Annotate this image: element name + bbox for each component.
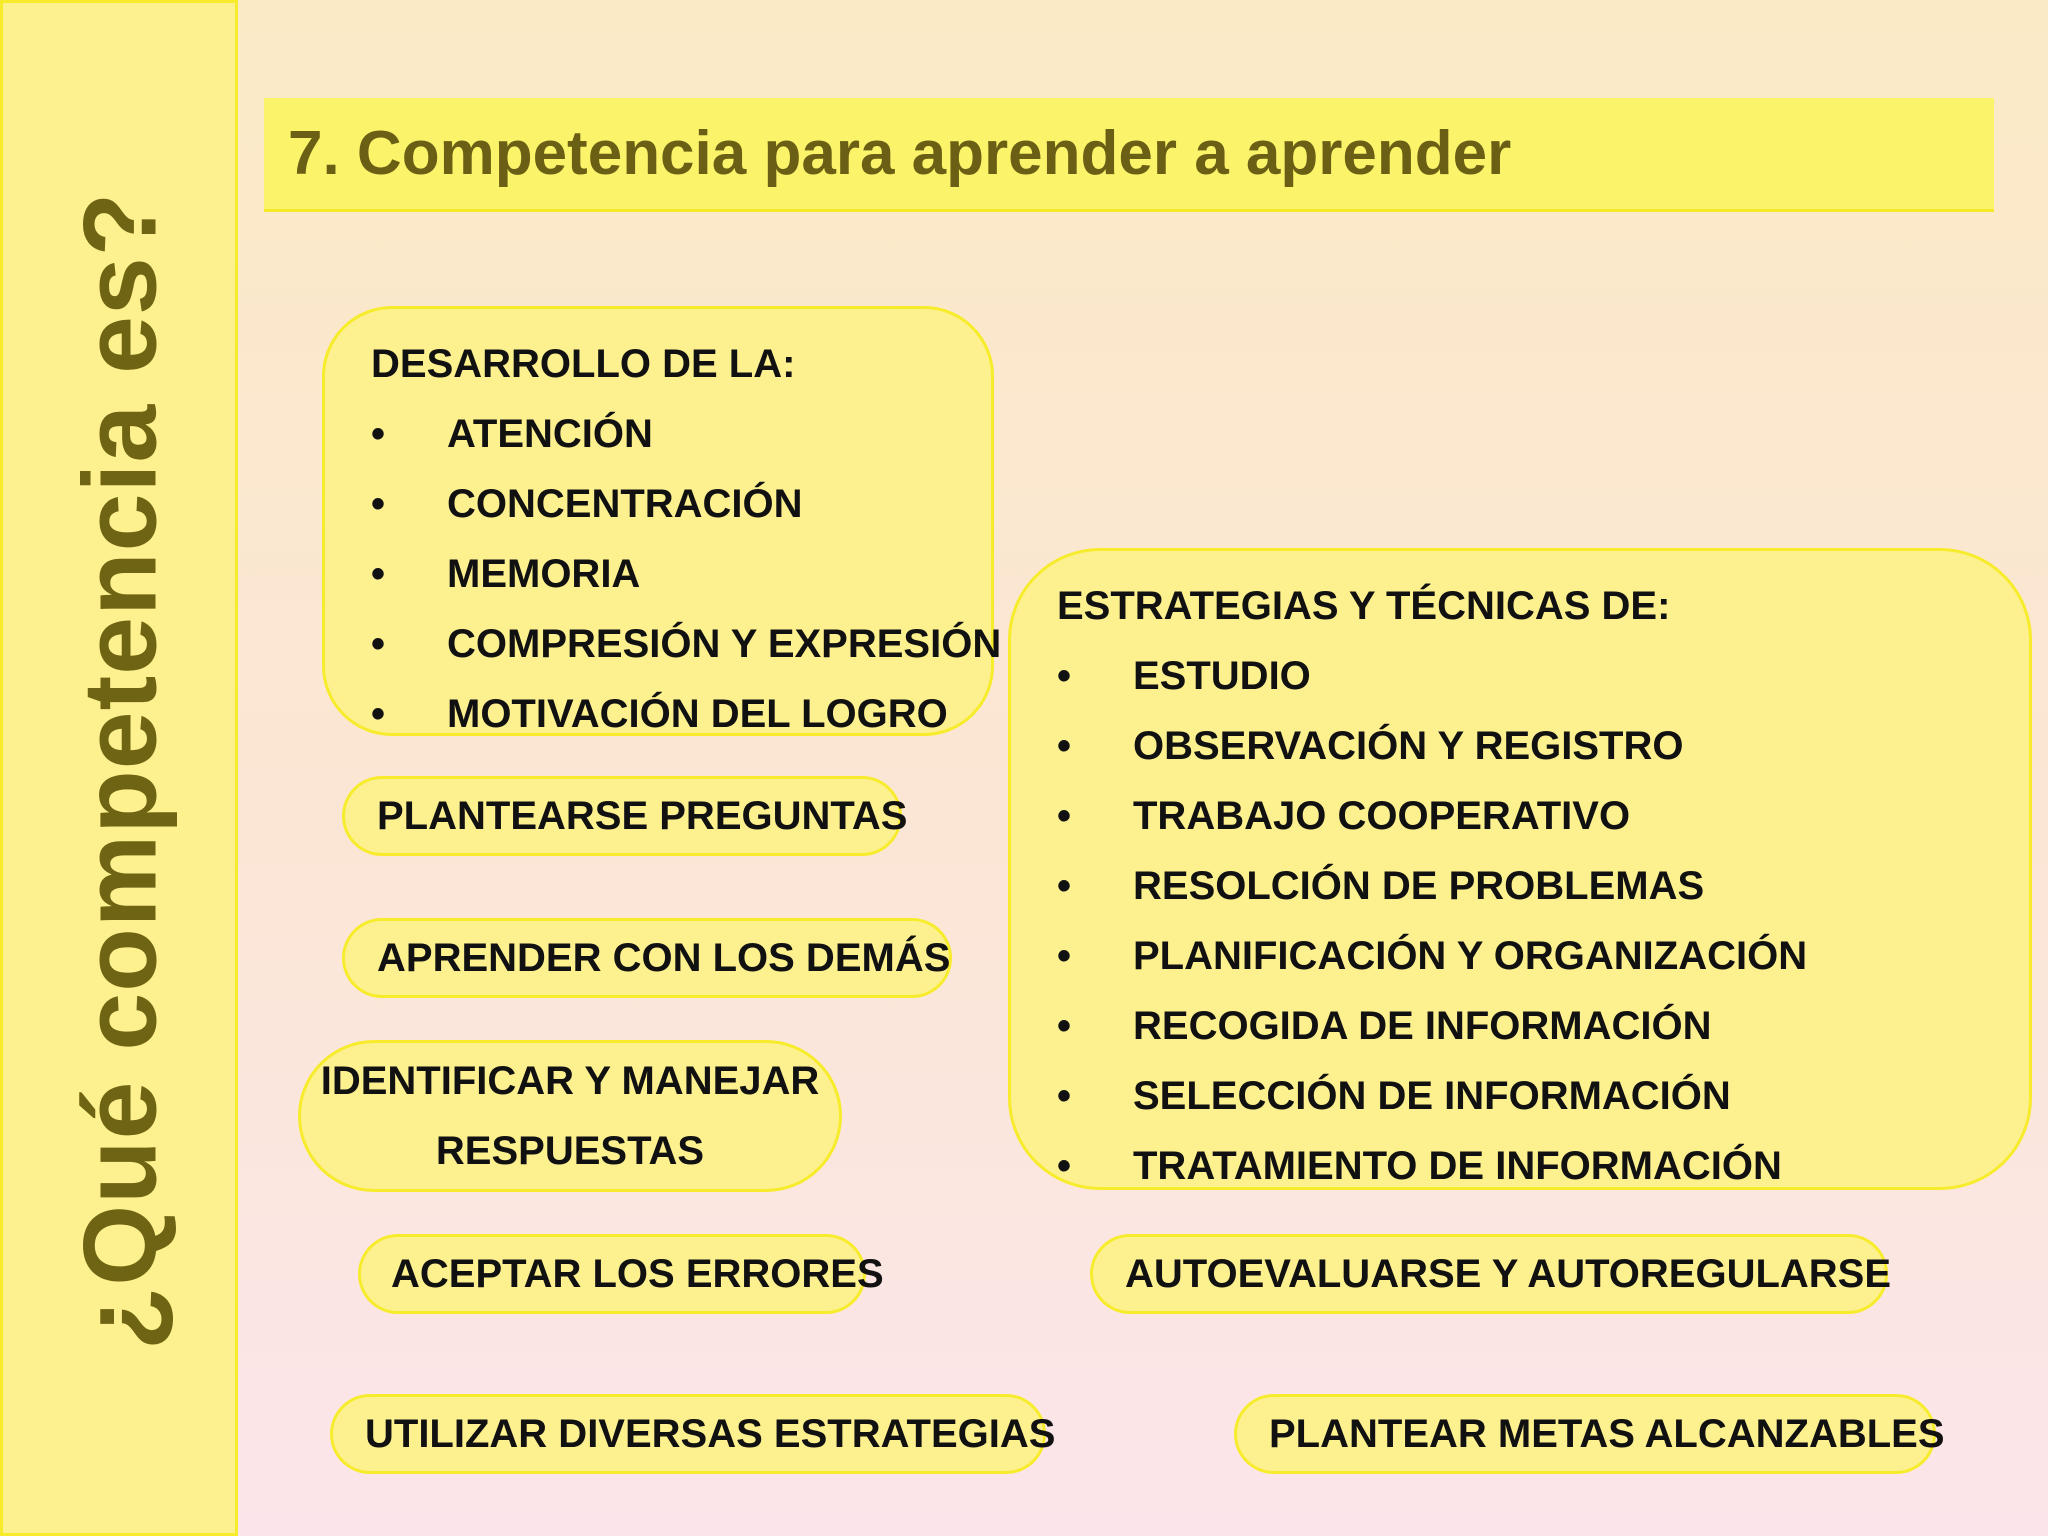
side-panel [0,0,238,1536]
list-item [371,609,1002,679]
utilizar-estrategias-box [330,1394,1056,1474]
list-item-label: COMPRESIÓN Y EXPRESIÓN [447,622,1002,666]
list-item [1057,1131,2029,1201]
list-item-label: MEMORIA [447,552,641,596]
list-item [1057,711,2029,781]
bullet-icon: • [1057,654,1072,698]
aprender-con-los-demas-label: APRENDER CON LOS DEMÁS [377,935,951,980]
list-item-label: TRABAJO COOPERATIVO [1133,794,1631,838]
aceptar-errores-box [358,1234,884,1314]
list-item-label: RESOLCIÓN DE PROBLEMAS [1133,864,1705,908]
list-item [371,679,991,749]
list-item-label: PLANIFICACIÓN Y ORGANIZACIÓN [1133,934,1808,978]
desarrollo-heading: DESARROLLO DE LA: [371,342,796,386]
bullet-icon: • [1057,1004,1072,1048]
bullet-icon: • [371,692,386,736]
list-item-label: CONCENTRACIÓN [447,482,803,526]
identificar-line1-label: IDENTIFICAR Y MANEJAR [320,1059,820,1103]
plantearse-preguntas-box [342,776,908,856]
bullet-icon: • [1057,794,1072,838]
side-title: ¿Qué competencia es? [62,191,179,1351]
page-title: 7. Competencia para aprender a aprender [288,119,1512,188]
autoevaluarse-box [1090,1234,1892,1314]
utilizar-estrategias-label: UTILIZAR DIVERSAS ESTRATEGIAS [365,1411,1056,1456]
desarrollo-box [322,306,1002,736]
list-item [1057,781,2029,851]
bullet-icon: • [371,482,386,526]
aceptar-errores-label: ACEPTAR LOS ERRORES [391,1251,884,1296]
plantearse-preguntas-label: PLANTEARSE PREGUNTAS [377,793,908,838]
list-item [1057,991,2029,1061]
list-item [371,399,991,469]
bullet-icon: • [1057,934,1072,978]
estrategias-heading: ESTRATEGIAS Y TÉCNICAS DE: [1057,584,1671,628]
list-item [371,539,991,609]
bullet-icon: • [1057,864,1072,908]
list-item-label: SELECCIÓN DE INFORMACIÓN [1133,1074,1731,1118]
bullet-icon: • [1057,1144,1072,1188]
list-item-label: OBSERVACIÓN Y REGISTRO [1133,724,1684,768]
list-item-label: RECOGIDA DE INFORMACIÓN [1133,1004,1712,1048]
estrategias-box [1008,548,2032,1190]
list-item-label: TRATAMIENTO DE INFORMACIÓN [1133,1144,1782,1188]
list-item [1057,921,2029,991]
identificar-line2-label: RESPUESTAS [435,1129,705,1173]
list-item [1057,1061,2029,1131]
bullet-icon: • [371,552,386,596]
title-bar [264,98,1994,212]
desarrollo-list [371,399,1002,749]
bullet-icon: • [371,412,386,456]
bullet-icon: • [1057,724,1072,768]
list-item-label: ESTUDIO [1133,654,1311,698]
list-item [1057,851,2029,921]
identificar-respuestas-box [298,1040,842,1192]
plantear-metas-box [1234,1394,1945,1474]
bullet-icon: • [1057,1074,1072,1118]
autoevaluarse-label: AUTOEVALUARSE Y AUTOREGULARSE [1125,1251,1892,1296]
aprender-con-los-demas-box [342,918,952,998]
bullet-icon: • [371,622,386,666]
list-item [1057,641,2029,711]
list-item-label: MOTIVACIÓN DEL LOGRO [447,692,948,736]
estrategias-list [1057,641,2029,1201]
list-item [371,469,991,539]
list-item-label: ATENCIÓN [447,412,653,456]
plantear-metas-label: PLANTEAR METAS ALCANZABLES [1269,1411,1945,1456]
